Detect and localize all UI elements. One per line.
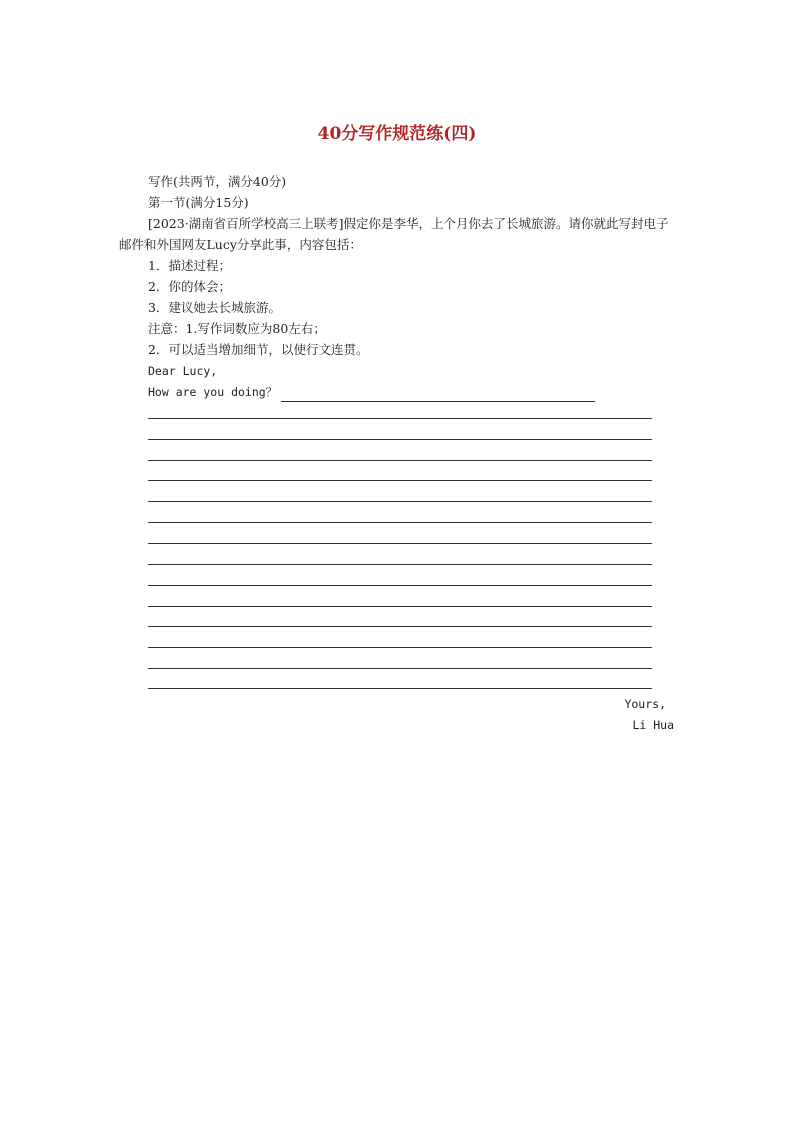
answer-line[interactable] — [148, 688, 652, 689]
answer-line[interactable] — [148, 480, 652, 481]
letter-signature: Li Hua — [632, 718, 674, 732]
answer-line[interactable] — [148, 460, 652, 461]
content-point-3: 3．建议她去长城旅游。 — [148, 300, 281, 315]
content-point-1: 1．描述过程； — [148, 258, 231, 273]
content-point-2: 2．你的体会； — [148, 279, 231, 294]
writing-prompt: [2023·湖南省百所学校高三上联考]假定你是李华，上个月你去了长城旅游。请你就此写封电子邮件和外国网友Lucy分享此事，内容包括： — [119, 216, 669, 252]
greeting-answer-blank[interactable] — [281, 387, 595, 402]
letter-greeting-line — [148, 382, 595, 402]
answer-line[interactable] — [148, 564, 652, 565]
page-title: 40分写作规范练(四) — [317, 124, 477, 144]
answer-line[interactable] — [148, 606, 652, 607]
letter-greeting: How are you doing？ — [148, 385, 278, 399]
answer-line[interactable] — [148, 543, 652, 544]
answer-line[interactable] — [148, 585, 652, 586]
answer-line[interactable] — [148, 647, 652, 648]
answer-line[interactable] — [148, 668, 652, 669]
subsection-heading: 第一节(满分15分) — [148, 195, 249, 210]
answer-line[interactable] — [148, 501, 652, 502]
answer-line[interactable] — [148, 522, 652, 523]
answer-line[interactable] — [148, 418, 652, 419]
letter-closing: Yours, — [624, 697, 666, 711]
note-details: 2．可以适当增加细节，以使行文连贯。 — [148, 342, 369, 357]
answer-line[interactable] — [148, 626, 652, 627]
section-heading: 写作(共两节，满分40分) — [148, 174, 287, 189]
note-word-count: 注意：1.写作词数应为80左右； — [148, 321, 326, 336]
letter-salutation: Dear Lucy, — [148, 364, 218, 378]
answer-line[interactable] — [148, 439, 652, 440]
